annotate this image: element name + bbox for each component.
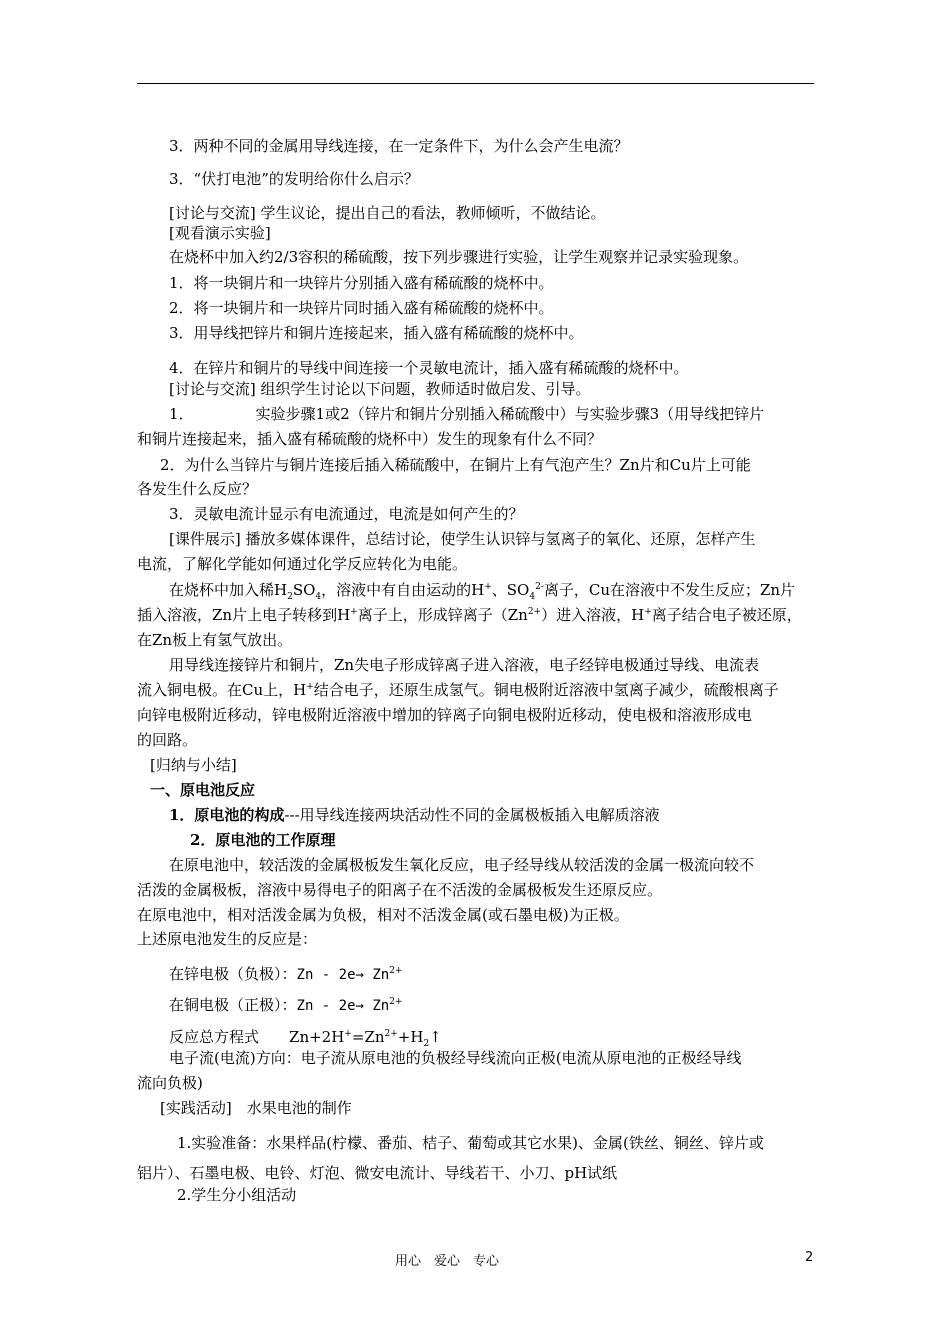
subscript: 4 [315,592,322,602]
experiment-step-2: 2．将一块铜片和一块锌片同时插入盛有稀硫酸的烧杯中。 [169,299,554,317]
paragraph-2-line-3: 向锌电极附近移动，锌电极附近溶液中增加的锌离子向铜电极附近移动，使电极和溶液形成电 [137,706,753,724]
experiment-setup: 在烧杯中加入约2/3容积的稀硫酸，按下列步骤进行实验，让学生观察并记录实验现象。 [169,248,749,266]
practice-heading: [实践活动] 水果电池的制作 [160,1099,352,1117]
paragraph-3-line-2: 活泼的金属极板，溶液中易得电子的阳离子在不活泼的金属极板发生还原反应。 [137,881,663,899]
text: 离子结合电子被还原， [651,606,802,624]
text: 结合电子，还原生成氢气。铜电极附近溶液中氢离子减少，硫酸根离子 [313,681,779,699]
text: 在烧杯中加入稀H [169,581,288,599]
paragraph-5: 上述原电池发生的反应是： [137,930,318,948]
equation: Zn - 2e→ Zn [296,998,390,1014]
equation-part: =Zn [351,1028,385,1046]
label: 反应总方程式 [169,1028,260,1046]
footer-motto: 用心 爱心 专心 [395,1254,500,1269]
text: 离子，Cu在溶液中不发生反应；Zn片 [543,581,796,599]
paragraph-1-line-2 [137,602,817,629]
preparation-line-2: 铝片）、石墨电极、电铃、灯泡、微安电流计、导线若干、小刀、pH试纸 [137,1164,618,1182]
superscript: + [484,582,492,592]
electron-flow-line-1: 电子流(电流)方向：电子流从原电池的负极经导线流向正极(电流从原电池的正极经导线 [169,1049,742,1067]
paragraph-2-line-4: 的回路。 [137,731,198,749]
discussion-q2: 2．为什么当锌片与铜片连接后插入稀硫酸中，在铜片上有气泡产生？Zn片和Cu片上可能 [160,456,751,474]
experiment-step-3: 3．用导线把锌片和铜片连接起来，插入盛有稀硫酸的烧杯中。 [169,324,584,342]
equation: Zn - 2e→ Zn [296,967,390,983]
header-rule [137,83,814,84]
paragraph-1-line-3: 在Zn板上有氢气放出。 [137,631,293,649]
text: ）进入溶液，H [541,606,645,624]
question-3b: 3．“伏打电池”的发明给你什么启示？ [169,170,419,188]
section-1-1 [169,802,849,829]
paragraph-3-line-1: 在原电池中，较活泼的金属极板发生氧化反应，电子经导线从较活泼的金属一极流向较不 [169,856,755,874]
superscript: 2- [535,582,544,592]
courseware: [课件展示] 播放多媒体课件，总结讨论，使学生认识锌与氢离子的氧化、还原，怎样产生 [169,530,756,548]
experiment-step-1: 1．将一块铜片和一块锌片分别插入盛有稀硫酸的烧杯中。 [169,274,554,292]
paragraph-4: 在原电池中，相对活泼金属为负极，相对不活泼金属(或石墨电极)为正极。 [137,906,629,924]
equation-part: +H [397,1028,424,1046]
page-number: 2 [805,1250,814,1265]
discussion-q3: 3．灵敏电流计显示有电流通过，电流是如何产生的？ [169,505,524,523]
section-1-2: 2．原电池的工作原理 [190,831,336,849]
discussion-q1 [169,401,849,428]
text: 流入铜电极。在Cu上，H [137,681,307,699]
electron-flow-line-2: 流向负极) [137,1074,203,1092]
superscript: 2+ [389,966,403,976]
discussion-q1-text: 实验步骤1或2（锌片和铜片分别插入稀硫酸中）与实验步骤3（用导线把锌片 [255,405,765,423]
label: 在锌电极（负极）： [169,965,297,983]
discussion-2: [讨论与交流] 组织学生讨论以下问题，教师适时做启发、引导。 [169,380,591,398]
text: 插入溶液，Zn片上电子转移到H [137,606,351,624]
copper-electrode-equation [169,992,849,1020]
text: SO [292,581,316,599]
courseware-cont: 电流，了解化学能如何通过化学反应转化为电能。 [137,555,468,573]
text: 离子上，形成锌离子（Zn [357,606,528,624]
zinc-electrode-equation [169,961,849,989]
superscript: + [306,682,314,692]
text: 、SO [491,581,530,599]
subscript: 2 [287,592,293,602]
label: 在铜电极（正极）： [169,996,297,1014]
discussion-1: [讨论与交流] 学生议论，提出自己的看法，教师倾听，不做结论。 [169,204,606,222]
superscript: + [350,607,358,617]
paragraph-2-line-2 [137,677,817,704]
superscript: + [644,607,652,617]
arrow: ↑ [429,1028,442,1046]
text: ，溶液中有自由运动的H [321,581,485,599]
question-3a: 3．两种不同的金属用导线连接，在一定条件下，为什么会产生电流？ [169,137,629,155]
experiment-step-4: 4．在锌片和铜片的导线中间连接一个灵敏电流计，插入盛有稀硫酸的烧杯中。 [169,359,689,377]
superscript: 2+ [384,1029,398,1039]
equation-part: Zn+2H [289,1028,345,1046]
discussion-q2-cont: 各发生什么反应？ [137,480,258,498]
summary-heading: [归纳与小结] [150,756,237,774]
subscript: 4 [529,592,536,602]
superscript: 2+ [389,997,403,1007]
subheading: 1．原电池的构成 [169,806,285,824]
superscript: + [344,1029,352,1039]
group-activity: 2.学生分小组活动 [177,1186,297,1204]
discussion-q1-number: 1． [169,405,194,423]
watch-demo-heading: [观看演示实验] [169,224,271,242]
paragraph-2-line-1: 用导线连接锌片和铜片，Zn失电子形成锌离子进入溶液，电子经锌电极通过导线、电流表 [169,656,760,674]
subscript: 2 [423,1039,430,1049]
preparation-line-1: 1.实验准备：水果样品(柠檬、番茄、桔子、葡萄或其它水果)、金属(铁丝、铜丝、锌片或 [177,1134,764,1152]
text: ---用导线连接两块活动性不同的金属极板插入电解质溶液 [284,806,660,824]
paragraph-1-line-1 [137,577,849,604]
discussion-q1-cont: 和铜片连接起来，插入盛有稀硫酸的烧杯中）发生的现象有什么不同？ [137,430,603,448]
superscript: 2+ [527,607,542,617]
section-heading-1: 一、原电池反应 [150,781,256,799]
